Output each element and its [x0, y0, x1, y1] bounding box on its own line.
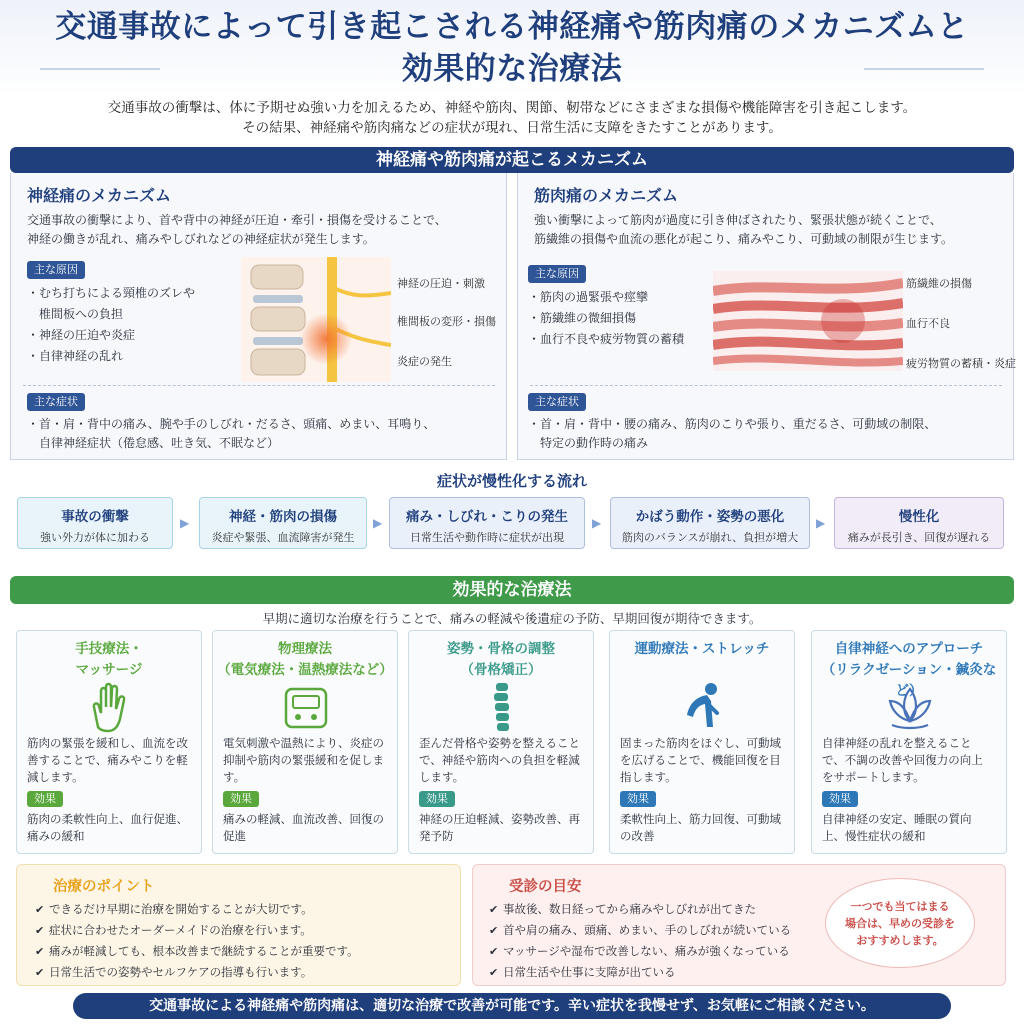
flow-step — [17, 497, 173, 549]
treatment-heading — [610, 639, 794, 660]
flow-step-sub: 強い外力が体に加わる — [40, 531, 150, 544]
treatment-card-exercise — [609, 630, 795, 854]
nerve-heading: 神経痛のメカニズム — [27, 186, 172, 205]
visit-item — [489, 920, 791, 941]
muscle-callout-fiber-damage: 筋繊維の損傷 — [906, 277, 972, 290]
points-item — [35, 941, 359, 962]
nerve-divider — [23, 385, 495, 386]
visit-heading: 受診の目安 — [509, 879, 582, 895]
spine-icon — [472, 677, 532, 737]
nerve-symptom-line2: 自律神経症状（倦怠感、吐き気、不眠など） — [27, 436, 280, 450]
flow-step-head: 事故の衝撃 — [61, 509, 129, 525]
muscle-divider — [530, 385, 1002, 386]
points-item-text: 症状に合わせたオーダーメイドの治療を行います。 — [49, 923, 312, 937]
treatment-heading-line2: マッサージ — [75, 662, 143, 678]
flow-step-head: 神経・筋肉の損傷 — [229, 509, 337, 525]
nerve-cause-list — [27, 283, 195, 367]
visit-item — [489, 962, 791, 983]
intro-line1: 交通事故の衝撃は、体に予期せぬ強い力を加えるため、神経や筋肉、関節、靭帯などにさまざまな損傷や機能障害を引き起こします。 — [107, 100, 917, 116]
treatment-effect-tag: 効果 — [620, 791, 656, 807]
flow-step-head: かばう動作・姿勢の悪化 — [635, 509, 785, 525]
treatment-description: 筋肉の緊張を緩和し、血流を改善することで、痛みやこりを軽減します。 — [27, 736, 188, 784]
muscle-callout-poor-circulation: 血行不良 — [906, 317, 950, 330]
title-decoration-left — [40, 68, 160, 70]
treatment-intro: 早期に適切な治療を行うことで、痛みの軽減や後遺症の予防、早期回復が期待できます。 — [262, 611, 762, 626]
flow-step — [610, 497, 810, 549]
flow-step — [834, 497, 1004, 549]
intro-text — [0, 98, 1024, 138]
muscle-symptom-tag: 主な症状 — [528, 393, 586, 411]
title-area — [0, 0, 1024, 96]
check-icon: ✔ — [35, 945, 45, 958]
bubble-line2: 場合は、早めの受診を — [845, 917, 955, 930]
muscle-desc-line2: 筋繊維の損傷や血流の悪化が起こり、痛みやこり、可動域の制限が生じます。 — [534, 232, 954, 246]
flow-arrow-icon: ▶ — [816, 516, 826, 530]
nerve-callout-compression: 神経の圧迫・刺激 — [397, 277, 485, 290]
visit-item — [489, 941, 791, 962]
treatment-description: 固まった筋肉をほぐし、可動域を広げることで、機能回復を目指します。 — [620, 736, 781, 784]
nerve-callout-disc: 椎間板の変形・損傷 — [397, 315, 496, 328]
nerve-symptom-tag: 主な症状 — [27, 393, 85, 411]
treatment-effect-tag: 効果 — [822, 791, 858, 807]
visit-item — [489, 899, 791, 920]
check-icon: ✔ — [489, 945, 499, 958]
flow-step — [389, 497, 585, 549]
check-icon: ✔ — [489, 966, 499, 979]
treatment-heading-line2: （骨格矯正） — [460, 662, 542, 678]
check-icon: ✔ — [35, 924, 45, 937]
mechanism-band: 神経痛や筋肉痛が起こるメカニズム — [10, 147, 1014, 173]
treatment-effect-tag: 効果 — [223, 791, 259, 807]
visit-item-text: 事故後、数日経ってから痛みやしびれが出てきた — [503, 902, 756, 916]
points-item-text: 日常生活での姿勢やセルフケアの指導も行います。 — [49, 965, 313, 979]
treatment-description: 歪んだ骨格や姿勢を整えることで、神経や筋肉への負担を軽減します。 — [419, 736, 580, 784]
treatment-heading — [213, 639, 397, 681]
points-item-text: できるだけ早期に治療を開始することが大切です。 — [49, 902, 313, 916]
treatment-heading-line1: 手技療法・ — [75, 641, 143, 657]
treatment-heading-line2: （電気療法・温熱療法など） — [217, 662, 393, 678]
nerve-cause-item: ・自律神経の乱れ — [27, 349, 124, 363]
flow-step-head: 慢性化 — [898, 509, 940, 525]
treatment-heading — [409, 639, 593, 681]
nerve-cause-item: 椎間板への負担 — [27, 307, 124, 321]
page-title-line2: 効果的な治療法 — [401, 51, 623, 87]
visit-list — [489, 899, 791, 983]
treatment-description: 自律神経の乱れを整えることで、不調の改善や回復力の向上をサポートします。 — [822, 736, 983, 784]
treatment-effect: 筋肉の柔軟性向上、血行促進、痛みの緩和 — [27, 812, 188, 843]
points-item — [35, 899, 359, 920]
flow-step-sub: 筋肉のバランスが崩れ、負担が増大 — [621, 531, 799, 544]
flow-step-sub: 日常生活や動作時に症状が出現 — [410, 531, 564, 544]
flow-step-sub: 痛みが長引き、回復が遅れる — [847, 531, 991, 544]
hand-icon — [80, 677, 140, 737]
treatment-heading-line1: 運動療法・ストレッチ — [634, 641, 770, 657]
nerve-description — [27, 211, 497, 249]
footer-message: 交通事故による神経痛や筋肉痛は、適切な治療で改善が可能です。辛い症状を我慢せず、お気軽にご相談ください。 — [73, 993, 951, 1019]
treatment-heading — [17, 639, 201, 681]
muscle-cause-tag: 主な原因 — [528, 265, 586, 283]
treatment-heading-line1: 物理療法 — [278, 641, 332, 657]
flow-arrow-icon: ▶ — [592, 516, 602, 530]
treatment-effect: 痛みの軽減、血流改善、回復の促進 — [223, 812, 384, 843]
treatment-card-posture — [408, 630, 594, 854]
muscle-cause-item: ・血行不良や疲労物質の蓄積 — [528, 332, 685, 346]
lotus-icon — [880, 677, 940, 737]
intro-line2: その結果、神経痛や筋肉痛などの症状が現れ、日常生活に支障をきたすことがあります。 — [242, 120, 782, 136]
flow-arrow-icon: ▶ — [180, 516, 190, 530]
bubble-line3: おすすめします。 — [856, 934, 944, 947]
points-heading: 治療のポイント — [53, 879, 155, 895]
visit-recommendation-bubble — [825, 878, 975, 968]
muscle-fiber-illustration — [713, 271, 903, 371]
points-item — [35, 920, 359, 941]
points-item-text: 痛みが軽減しても、根本改善まで継続することが重要です。 — [49, 944, 359, 958]
nerve-symptom-line1: ・首・肩・背中の痛み、腕や手のしびれ・だるさ、頭痛、めまい、耳鳴り、 — [27, 417, 436, 431]
treatment-heading-line1: 自律神経へのアプローチ — [834, 641, 984, 657]
treatment-points-box — [16, 864, 461, 986]
muscle-cause-item: ・筋肉の過緊張や痙攣 — [528, 290, 649, 304]
visit-item-text: 首や肩の痛み、頭痛、めまい、手のしびれが続いている — [503, 923, 792, 937]
nerve-desc-line1: 交通事故の衝撃により、首や背中の神経が圧迫・牽引・損傷を受けることで、 — [27, 213, 447, 227]
points-item — [35, 962, 359, 983]
nerve-symptoms — [27, 415, 435, 453]
treatment-effect: 柔軟性向上、筋力回復、可動域の改善 — [620, 812, 781, 843]
nerve-cause-item: ・神経の圧迫や炎症 — [27, 328, 136, 342]
treatment-effect: 自律神経の安定、睡眠の質向上、慢性症状の緩和 — [822, 812, 972, 843]
points-list — [35, 899, 359, 983]
treatment-heading-line2: （リラクゼーション・鍼灸など） — [821, 662, 997, 699]
treatment-card-autonomic — [811, 630, 1007, 854]
muscle-symptoms — [528, 415, 936, 453]
muscle-cause-item: ・筋繊維の微細損傷 — [528, 311, 637, 325]
nerve-callout-inflammation: 炎症の発生 — [397, 355, 452, 368]
nerve-cause-item: ・むち打ちによる頸椎のズレや — [27, 286, 196, 300]
treatment-effect: 神経の圧迫軽減、姿勢改善、再発予防 — [419, 812, 580, 843]
flow-step-sub: 炎症や緊張、血流障害が発生 — [211, 531, 355, 544]
flow-title: 症状が慢性化する流れ — [436, 472, 587, 490]
check-icon: ✔ — [35, 966, 45, 979]
title-decoration-right — [864, 68, 984, 70]
nerve-cause-tag: 主な原因 — [27, 261, 85, 279]
muscle-symptom-line2: 特定の動作時の痛み — [528, 436, 649, 450]
treatment-effect-tag: 効果 — [27, 791, 63, 807]
spine-illustration — [241, 257, 391, 382]
page-title-line1: 交通事故によって引き起こされる神経痛や筋肉痛のメカニズムと — [55, 9, 969, 45]
nerve-mechanism-panel — [10, 173, 507, 460]
nerve-desc-line2: 神経の働きが乱れ、痛みやしびれなどの神経症状が発生します。 — [27, 232, 375, 246]
treatment-description: 電気刺激や温熱により、炎症の抑制や筋肉の緊張緩和を促します。 — [223, 736, 384, 784]
bubble-line1: 一つでも当てはまる — [850, 900, 950, 913]
flow-step — [199, 497, 367, 549]
treatment-card-physical — [212, 630, 398, 854]
device-icon — [276, 677, 336, 737]
muscle-heading: 筋肉痛のメカニズム — [534, 186, 679, 205]
visit-item-text: 日常生活や仕事に支障が出ている — [503, 965, 676, 979]
flow-step-head: 痛み・しびれ・こりの発生 — [406, 509, 568, 525]
flow-arrow-icon: ▶ — [373, 516, 383, 530]
treatment-heading-line1: 姿勢・骨格の調整 — [447, 641, 555, 657]
muscle-description — [534, 211, 1004, 249]
treatment-card-manual — [16, 630, 202, 854]
visit-item-text: マッサージや湿布で改善しない、痛みが強くなっている — [503, 944, 790, 958]
muscle-callout-fatigue: 疲労物質の蓄積・炎症 — [906, 357, 1016, 370]
muscle-symptom-line1: ・首・肩・背中・腰の痛み、筋肉のこりや張り、重だるさ、可動域の制限、 — [528, 417, 937, 431]
check-icon: ✔ — [489, 903, 499, 916]
check-icon: ✔ — [35, 903, 45, 916]
stretch-icon — [673, 677, 733, 737]
check-icon: ✔ — [489, 924, 499, 937]
treatment-effect-tag: 効果 — [419, 791, 455, 807]
muscle-desc-line1: 強い衝撃によって筋肉が過度に引き伸ばされたり、緊張状態が続くことで、 — [534, 213, 942, 227]
muscle-mechanism-panel — [517, 173, 1014, 460]
muscle-cause-list — [528, 287, 684, 350]
treatment-band: 効果的な治療法 — [10, 576, 1014, 604]
